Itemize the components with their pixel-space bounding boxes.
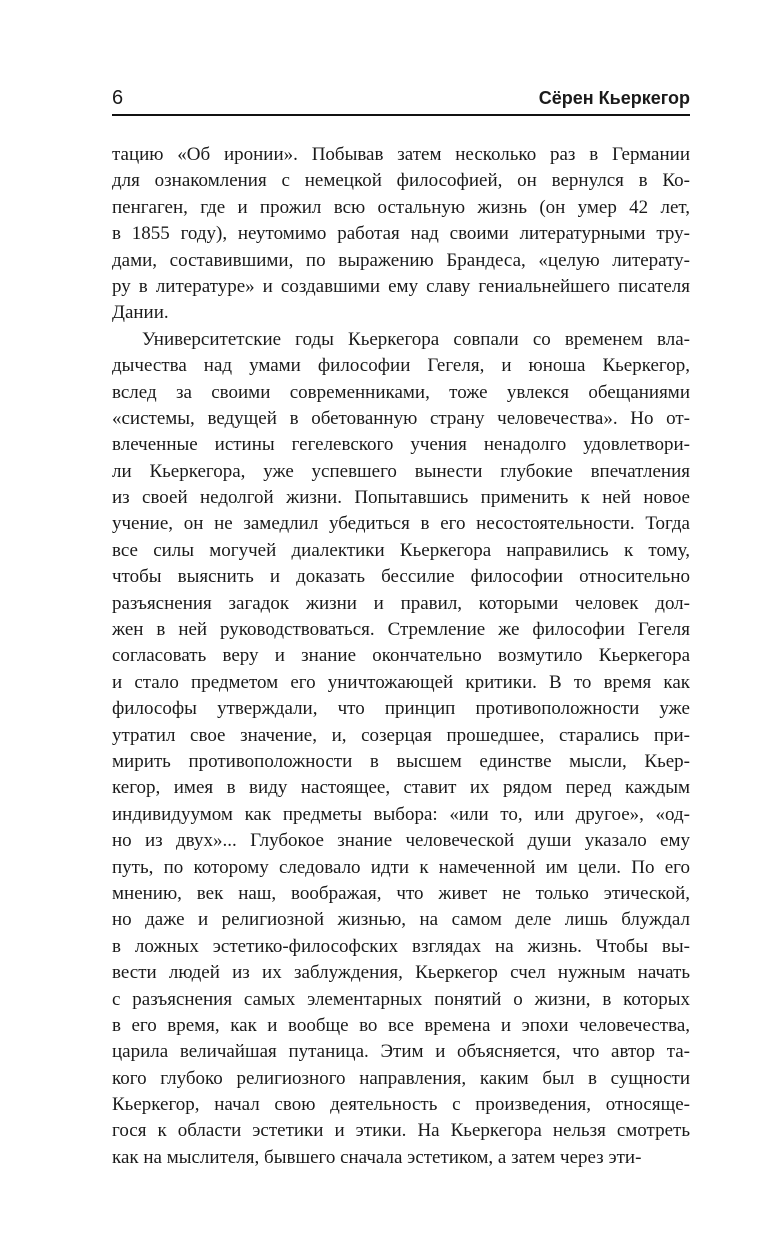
text-line: но даже и религиозной жизнью, на самом деле лишь блуждал (112, 909, 690, 931)
text-line: кого глубоко религиозного направления, каким был в сущности (112, 1067, 690, 1089)
text-line: жен в ней руководствоваться. Стремление же философии Гегеля (112, 619, 690, 641)
text-line: «системы, ведущей в обетованную страну человечества». Но от- (112, 407, 690, 429)
text-line: для ознакомления с немецкой философией, он вернулся в Ко- (112, 170, 690, 192)
text-line: вслед за своими современниками, тоже увлекся обещаниями (112, 381, 690, 403)
text-line: мнению, век наш, воображая, что живет не только этической, (112, 882, 690, 904)
text-line: учение, он не замедлил убедиться в его несостоятельности. Тогда (112, 513, 690, 535)
text-line: из своей недолгой жизни. Попытавшись применить к ней новое (112, 487, 690, 509)
page-number: 6 (112, 87, 124, 109)
text-line: дами, составившими, по выражению Брандеса, «целую литерату- (112, 249, 690, 271)
text-line: гося к области эстетики и этики. На Кьеркегора нельзя смотреть (112, 1120, 690, 1142)
text-line: кегор, имея в виду настоящее, ставит их рядом перед каждым (112, 777, 690, 799)
text-line: в 1855 году), неутомимо работая над своими литературными тру- (112, 223, 690, 245)
text-line: с разъяснения самых элементарных понятий о жизни, в которых (112, 988, 690, 1010)
text-line: но из двух»... Глубокое знание человеческой души указало ему (112, 830, 690, 852)
body-text (112, 142, 690, 1171)
text-line: Университетские годы Кьеркегора совпали со временем вла- (142, 328, 690, 350)
text-line: согласовать веру и знание окончательно возмутило Кьеркегора (112, 645, 690, 667)
text-line: путь, по которому следовало идти к намеченной им цели. По его (112, 856, 690, 878)
text-line: разъяснения загадок жизни и правил, которыми человек дол- (112, 592, 690, 614)
text-line: тацию «Об иронии». Побывав затем несколько раз в Германии (112, 144, 690, 165)
text-line: пенгаген, где и прожил всю остальную жизнь (он умер 42 лет, (112, 196, 690, 218)
text-line: вести людей из их заблуждения, Кьеркегор счел нужным начать (112, 962, 690, 984)
text-line: Дании. (112, 302, 169, 324)
text-line: как на мыслителя, бывшего сначала эстетиком, а затем через эти- (112, 1146, 642, 1168)
text-line: мирить противоположности в высшем единстве мысли, Кьер- (112, 750, 690, 772)
text-line: дычества над умами философии Гегеля, и юноша Кьеркегор, (112, 355, 690, 377)
running-header (112, 84, 690, 116)
running-title: Сёрен Кьеркегор (538, 88, 690, 108)
text-line: ли Кьеркегора, уже успевшего вынести глубокие впечатления (112, 460, 690, 482)
text-line: и стало предметом его уничтожающей критики. В то время как (112, 671, 690, 693)
text-line: философы утверждали, что принцип противоположности уже (112, 698, 690, 720)
text-line: ру в литературе» и создавшими ему славу гениальнейшего писателя (112, 275, 690, 297)
text-line: влеченные истины гегелевского учения ненадолго удовлетвори- (112, 434, 690, 456)
text-line: все силы могучей диалектики Кьеркегора направились к тому, (112, 539, 690, 561)
text-line: Кьеркегор, начал свою деятельность с произведения, относяще- (112, 1094, 690, 1116)
paragraph (112, 142, 690, 327)
text-line: чтобы выяснить и доказать бессилие философии относительно (112, 566, 690, 588)
text-line: индивидуумом как предметы выбора: «или то, или другое», «од- (112, 803, 690, 825)
paragraph (112, 327, 690, 1172)
text-line: царила величайшая путаница. Этим и объясняется, что автор та- (112, 1041, 690, 1063)
text-line: в его время, как и вообще во все времена и эпохи человечества, (112, 1014, 690, 1036)
text-line: утратил свое значение, и, созерцая прошедшее, старались при- (112, 724, 690, 746)
text-line: в ложных эстетико-философских взглядах на жизнь. Чтобы вы- (112, 935, 690, 957)
